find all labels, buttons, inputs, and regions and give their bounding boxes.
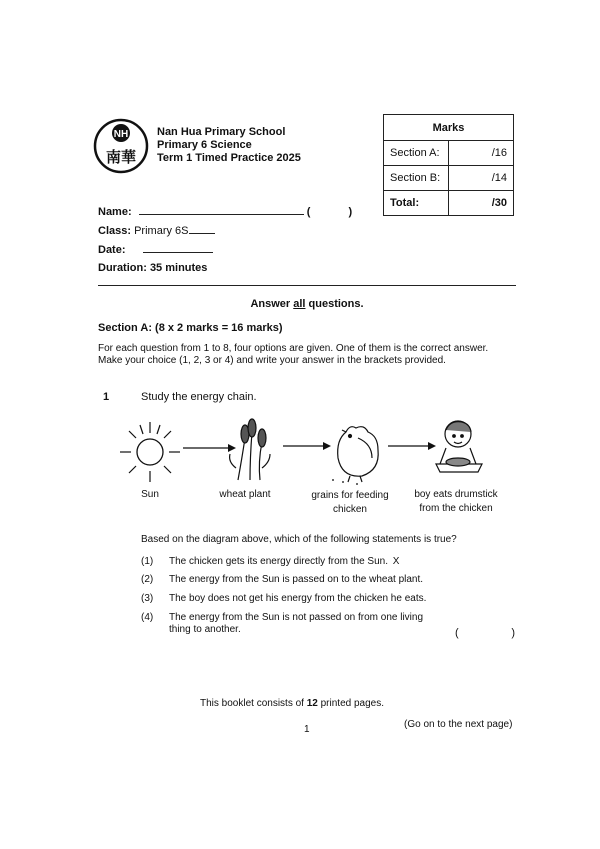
- bracket-open: (: [455, 627, 459, 639]
- bracket-close: ): [511, 627, 515, 639]
- question-number: 1: [103, 391, 110, 403]
- answer-pre: Answer: [250, 298, 294, 310]
- caption-line: boy eats drumstick: [414, 489, 498, 500]
- booklet-note: [200, 698, 384, 709]
- para-line: For each question from 1 to 8, four options are given. One of them is the correct answer.: [98, 343, 489, 354]
- wheat-plant-icon: [230, 419, 270, 480]
- class-label: Class:: [98, 225, 132, 237]
- page-number: 1: [304, 724, 310, 735]
- option-text: [169, 556, 399, 568]
- caption-line: from the chicken: [419, 503, 493, 514]
- option-4-line: The energy from the Sun is not passed on from one living: [169, 612, 424, 623]
- school-header: [157, 126, 301, 165]
- name-line[interactable]: [139, 214, 304, 215]
- school-name: Nan Hua Primary School: [157, 126, 286, 138]
- answer-post: questions.: [305, 298, 364, 310]
- option-number: (3): [141, 593, 154, 604]
- booklet-pre: This booklet consists of: [200, 698, 307, 709]
- marks-value: /14: [449, 166, 514, 191]
- class-field: [98, 225, 215, 237]
- class-value: Primary 6S: [134, 225, 189, 237]
- answer-all: all: [293, 298, 306, 310]
- marks-row: [384, 141, 514, 166]
- energy-chain-diagram: [110, 418, 510, 486]
- caption-grains: [300, 489, 400, 517]
- option-1-text: The chicken gets its energy directly from the Sun.: [169, 556, 388, 567]
- class-line[interactable]: [189, 233, 215, 234]
- answer-brackets[interactable]: [455, 627, 515, 639]
- marks-value: /30: [449, 191, 514, 216]
- boy-eating-icon: [436, 421, 482, 472]
- question-text: Based on the diagram above, which of the following statements is true?: [141, 534, 457, 545]
- marks-label: Total:: [384, 191, 449, 216]
- marks-row: [384, 191, 514, 216]
- level: Primary 6 Science: [157, 139, 252, 151]
- school-logo: [93, 118, 149, 174]
- section-a-heading: Section A: (8 x 2 marks = 16 marks): [98, 322, 283, 334]
- date-field: [98, 244, 213, 256]
- cross-mark: X: [392, 556, 400, 567]
- caption-boy: [404, 488, 508, 516]
- option-text: The boy does not get his energy from the chicken he eats.: [169, 593, 427, 604]
- date-label: Date:: [98, 244, 126, 256]
- logo-initials: NH: [113, 129, 129, 140]
- marks-table: [383, 114, 514, 216]
- chicken-icon: [332, 427, 378, 484]
- option-number: (4): [141, 612, 154, 623]
- name-paren-open: (: [306, 206, 311, 218]
- answer-all-instruction: [0, 298, 600, 310]
- marks-value: /16: [449, 141, 514, 166]
- marks-label: Section A:: [384, 141, 449, 166]
- option-number: (1): [141, 556, 154, 567]
- duration: Duration: 35 minutes: [98, 262, 208, 274]
- name-paren-close: ): [348, 206, 353, 218]
- option-number: (2): [141, 574, 154, 585]
- marks-row: [384, 166, 514, 191]
- name-field: [98, 206, 352, 218]
- instructions-paragraph: [98, 343, 488, 367]
- question-prompt: Study the energy chain.: [141, 391, 257, 403]
- arrow-icon: [183, 444, 236, 452]
- marks-title: Marks: [384, 115, 514, 141]
- logo-chinese: 南華: [105, 148, 137, 166]
- caption-sun: Sun: [141, 489, 159, 500]
- name-label: Name:: [98, 206, 132, 218]
- marks-label: Section B:: [384, 166, 449, 191]
- booklet-post: printed pages.: [317, 698, 385, 709]
- option-4-line: thing to another.: [169, 624, 241, 635]
- date-line[interactable]: [143, 252, 213, 253]
- caption-line: grains for feeding: [311, 490, 389, 501]
- arrow-icon: [388, 442, 436, 450]
- go-on-note: (Go on to the next page): [404, 719, 513, 730]
- caption-wheat: wheat plant: [219, 489, 271, 500]
- arrow-icon: [283, 442, 331, 450]
- option-text: The energy from the Sun is passed on to the wheat plant.: [169, 574, 424, 585]
- para-line: Make your choice (1, 2, 3 or 4) and write your answer in the brackets provided.: [98, 355, 446, 366]
- caption-line: chicken: [333, 504, 367, 515]
- option-text: [169, 612, 423, 636]
- sun-icon: [120, 422, 180, 482]
- divider: [98, 285, 516, 286]
- exam-title: Term 1 Timed Practice 2025: [157, 152, 301, 164]
- booklet-pages: 12: [306, 698, 318, 709]
